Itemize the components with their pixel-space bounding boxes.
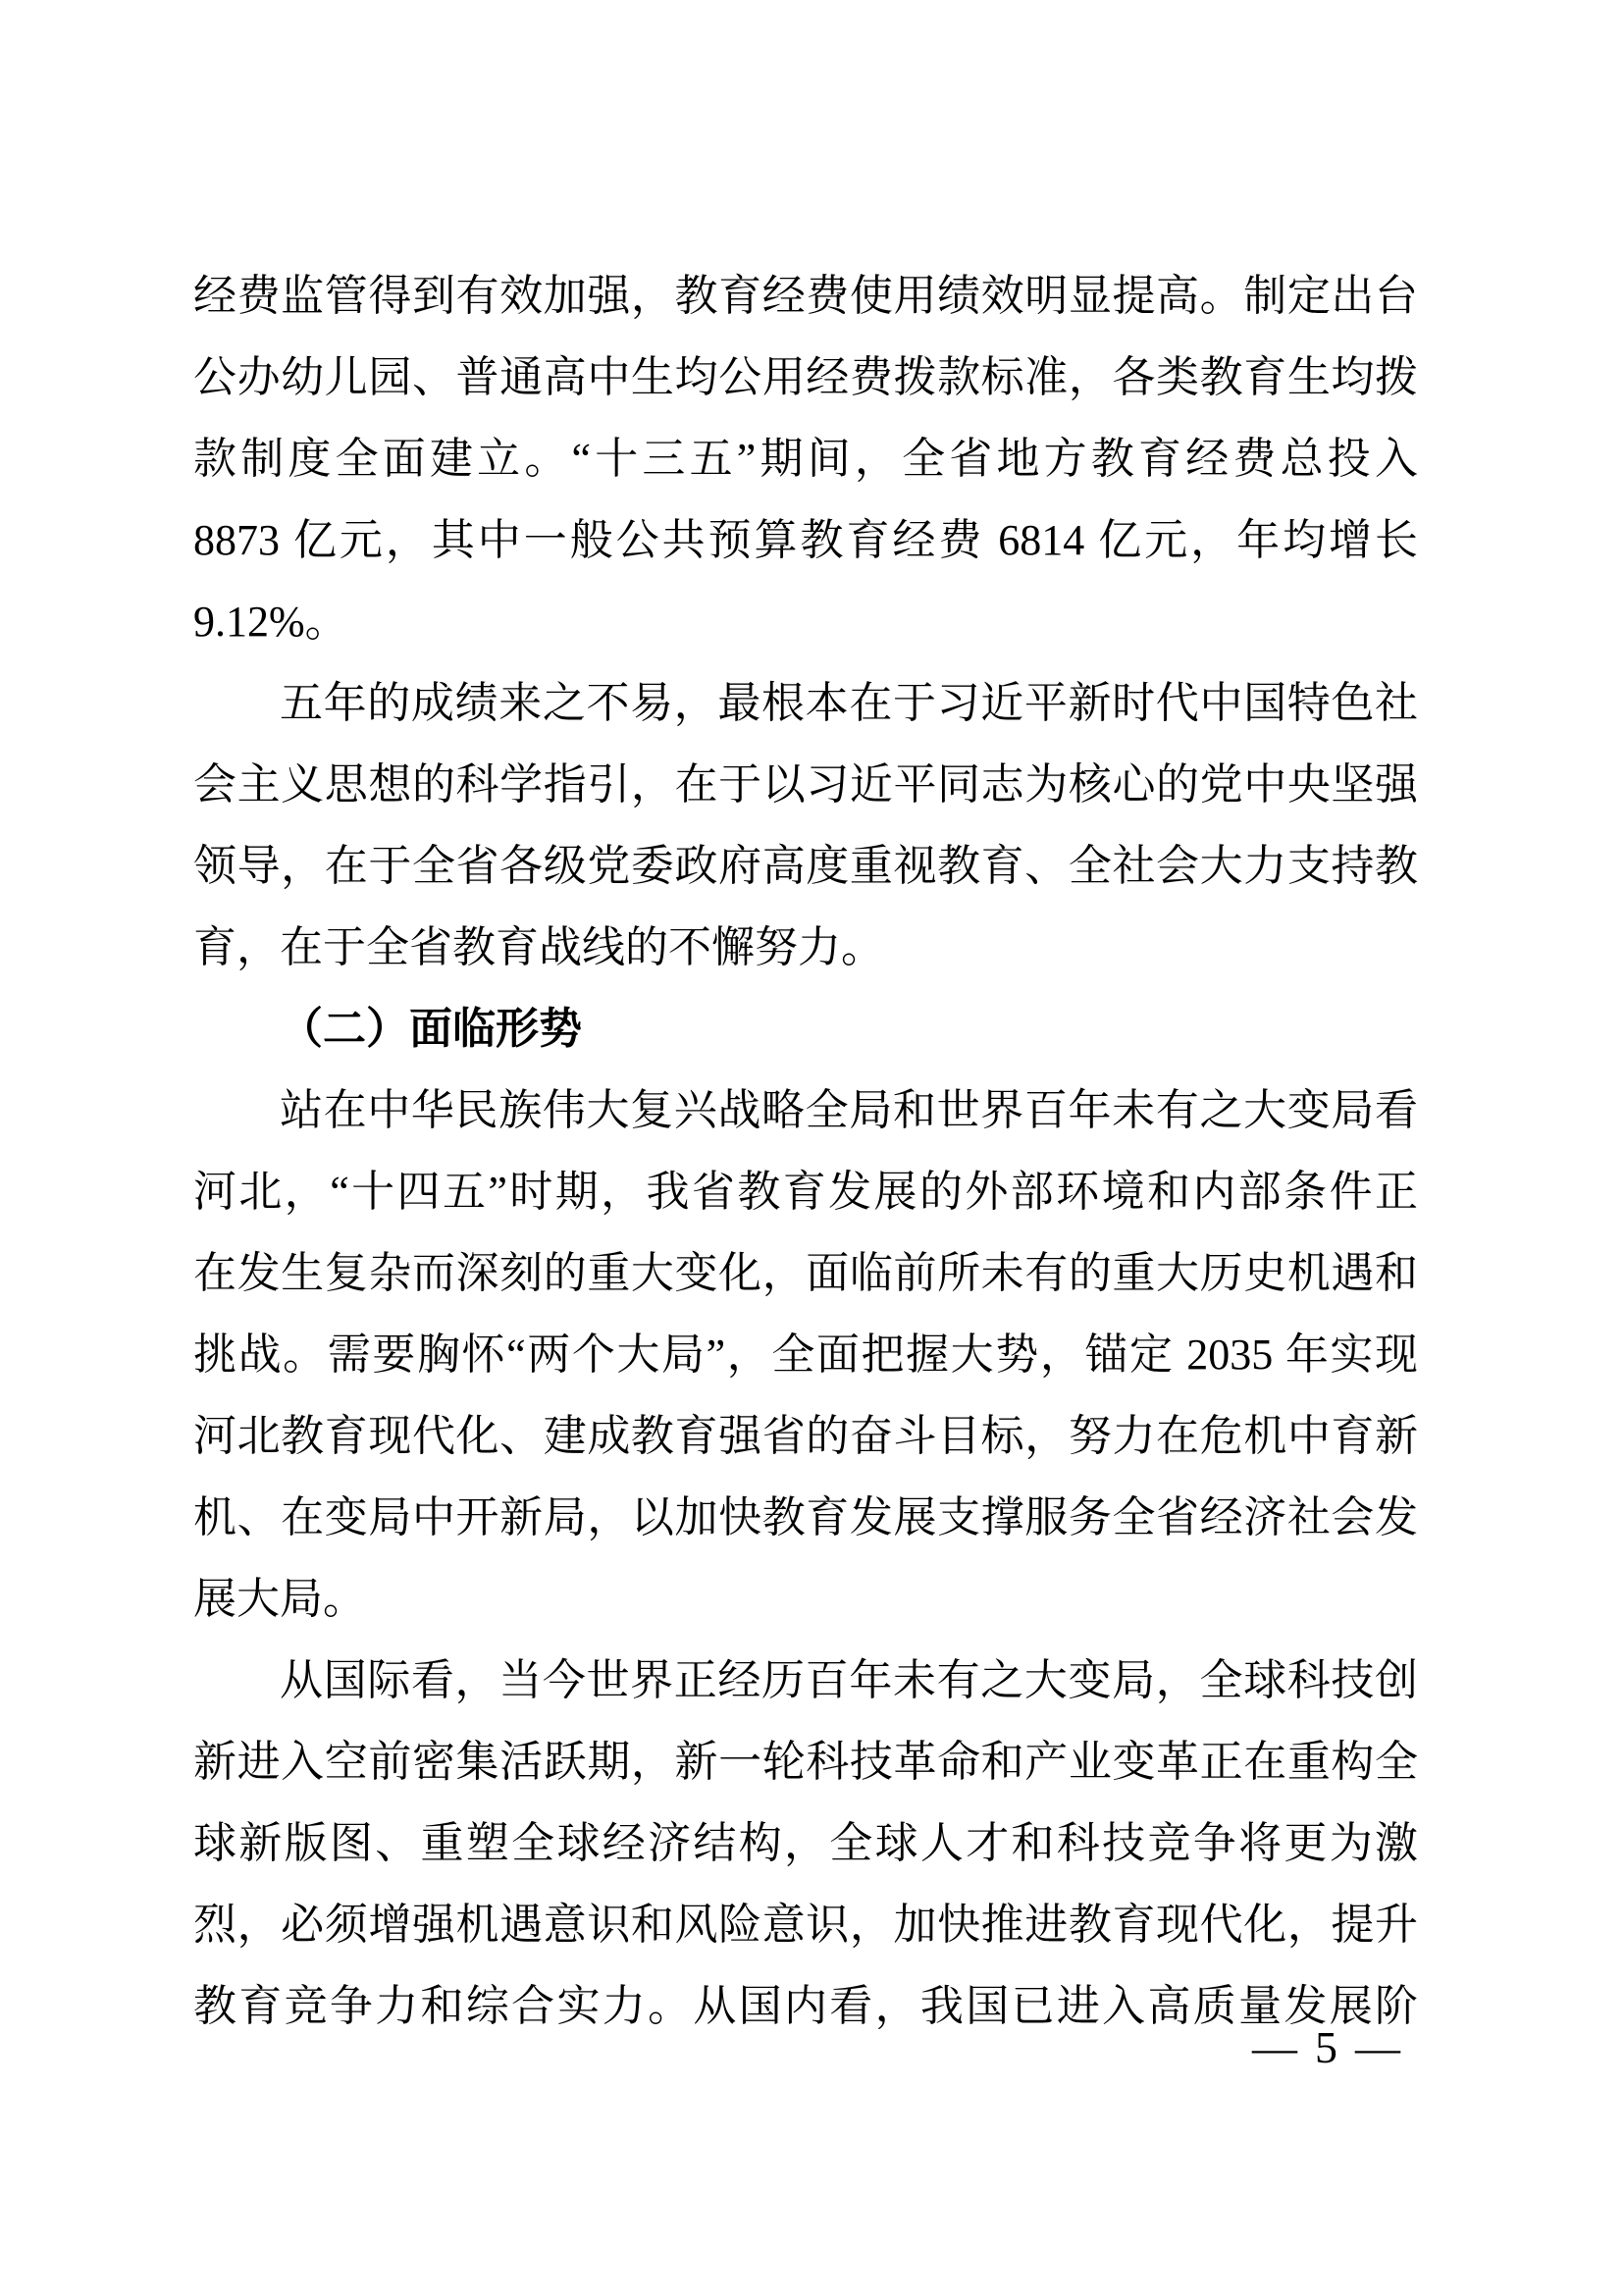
text-line: 河北教育现代化、建成教育强省的奋斗目标，努力在危机中育新 <box>193 1412 1418 1460</box>
text-block <box>193 255 1418 2047</box>
text-line: 烈，必须增强机遇意识和风险意识，加快推进教育现代化，提升 <box>193 1901 1418 1949</box>
text-line: 育，在于全省教育战线的不懈努力。 <box>193 923 884 971</box>
footer-left-dash: — <box>1252 2022 1297 2072</box>
text-line: 领导，在于全省各级党委政府高度重视教育、全社会大力支持教 <box>193 842 1418 890</box>
text-line: 机、在变局中开新局，以加快教育发展支撑服务全省经济社会发 <box>193 1493 1418 1541</box>
text-line: 五年的成绩来之不易，最根本在于习近平新时代中国特色社 <box>280 679 1418 727</box>
page-number: 5 <box>1315 2022 1337 2072</box>
section-heading: （二）面临形势 <box>280 1005 582 1053</box>
text-line: 展大局。 <box>193 1575 366 1623</box>
text-line: 站在中华民族伟大复兴战略全局和世界百年未有之大变局看 <box>280 1086 1418 1134</box>
text-line: 河北，“十四五”时期，我省教育发展的外部环境和内部条件正 <box>193 1168 1418 1216</box>
text-line: 球新版图、重塑全球经济结构，全球人才和科技竞争将更为激 <box>193 1819 1418 1867</box>
text-line: 新进入空前密集活跃期，新一轮科技革命和产业变革正在重构全 <box>193 1738 1418 1786</box>
text-line: 经费监管得到有效加强，教育经费使用绩效明显提高。制定出台 <box>193 272 1418 320</box>
text-line: 在发生复杂而深刻的重大变化，面临前所未有的重大历史机遇和 <box>193 1249 1418 1297</box>
text-line: 教育竞争力和综合实力。从国内看，我国已进入高质量发展阶 <box>193 1982 1418 2030</box>
text-line: 8873 亿元，其中一般公共预算教育经费 6814 亿元，年均增长 <box>193 516 1418 564</box>
text-line: 公办幼儿园、普通高中生均公用经费拨款标准，各类教育生均拨 <box>193 353 1418 401</box>
footer-right-dash: — <box>1355 2022 1400 2072</box>
text-line: 9.12%。 <box>193 598 348 646</box>
text-line: 款制度全面建立。“十三五”期间，全省地方教育经费总投入 <box>193 435 1418 483</box>
text-line: 会主义思想的科学指引，在于以习近平同志为核心的党中央坚强 <box>193 760 1418 809</box>
text-line: 从国际看，当今世界正经历百年未有之大变局，全球科技创 <box>280 1656 1418 1704</box>
text-line: 挑战。需要胸怀“两个大局”，全面把握大势，锚定 2035 年实现 <box>193 1331 1418 1379</box>
page-footer <box>1252 2023 1400 2072</box>
